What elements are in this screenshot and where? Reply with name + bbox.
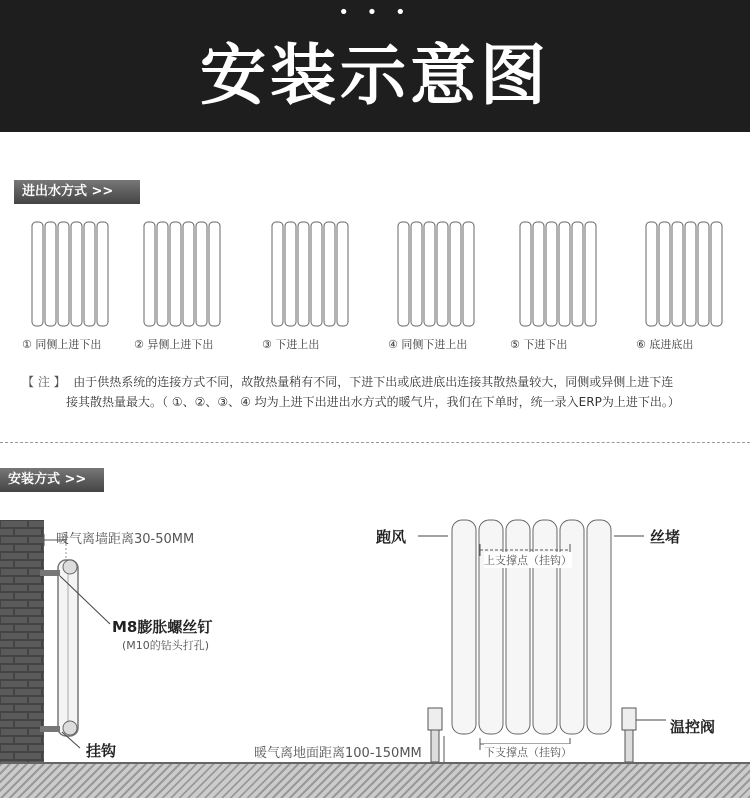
note-line-1: 由于供热系统的连接方式不同，故散热量稍有不同，下进下出或底进底出连接其散热量较大，同侧或异侧上进下连: [73, 375, 674, 389]
lower-bolt: [40, 726, 60, 732]
valve-label: 温控阀: [670, 718, 716, 736]
section-label-installation: 安装方式 >>: [0, 468, 104, 492]
left-valve: [428, 708, 442, 762]
floor: [0, 762, 750, 798]
connection-diagram-6: [646, 222, 722, 326]
page-title: 安装示意图: [200, 37, 550, 114]
connection-diagram-4: [398, 222, 474, 326]
connection-diagram-1: [32, 222, 108, 326]
section-divider: [0, 442, 750, 443]
note-block: [22, 372, 722, 412]
wall-mount-diagram: [0, 520, 260, 796]
diagram-caption-5: ⑤ 下进下出: [510, 338, 568, 351]
vent-label: 跑风: [376, 528, 407, 546]
lower-support-label: 下支撑点（挂钩）: [484, 746, 572, 759]
floor-distance-label: 暖气离地面距离100-150MM: [254, 746, 422, 761]
upper-support-label: 上支撑点（挂钩）: [484, 554, 572, 567]
diagram-caption-2: ② 异侧上进下出: [134, 338, 214, 351]
diagram-caption-4: ④ 同侧下进上出: [388, 338, 468, 351]
connection-diagrams: [0, 210, 750, 335]
hook-label: 挂钩: [86, 742, 117, 760]
upper-bolt: [40, 570, 60, 576]
connection-diagram-2: [144, 222, 220, 326]
diagram-caption-3: ③ 下进上出: [262, 338, 320, 351]
screw-label: M8膨胀螺丝钉: [112, 618, 213, 636]
note-line-2: 接其散热量最大。（ ①、②、③、④ 均为上进下出进出水方式的暖气片，我们在下单时，统一录入ERP为上进下出。）: [66, 395, 680, 409]
right-valve-thermostatic: [622, 708, 636, 762]
header-banner: [0, 0, 750, 132]
front-view-diagram: [400, 508, 680, 770]
plug-label: 丝堵: [650, 528, 681, 546]
wall-distance-label: 暖气离墙距离30-50MM: [56, 532, 195, 547]
radiator-column: [587, 520, 611, 734]
diagram-caption-6: ⑥ 底进底出: [636, 338, 694, 351]
section-label-water-connection: 进出水方式 >>: [14, 180, 140, 204]
radiator-column: [452, 520, 476, 734]
diagram-caption-1: ① 同侧上进下出: [22, 338, 102, 351]
connection-diagram-5: [520, 222, 596, 326]
screw-sub-label: (M10的钻头打孔): [122, 639, 210, 652]
note-tag: 【 注 】: [22, 375, 66, 389]
connection-diagram-3: [272, 222, 348, 326]
header-dots: • • •: [338, 2, 412, 23]
brick-wall: [0, 520, 44, 762]
